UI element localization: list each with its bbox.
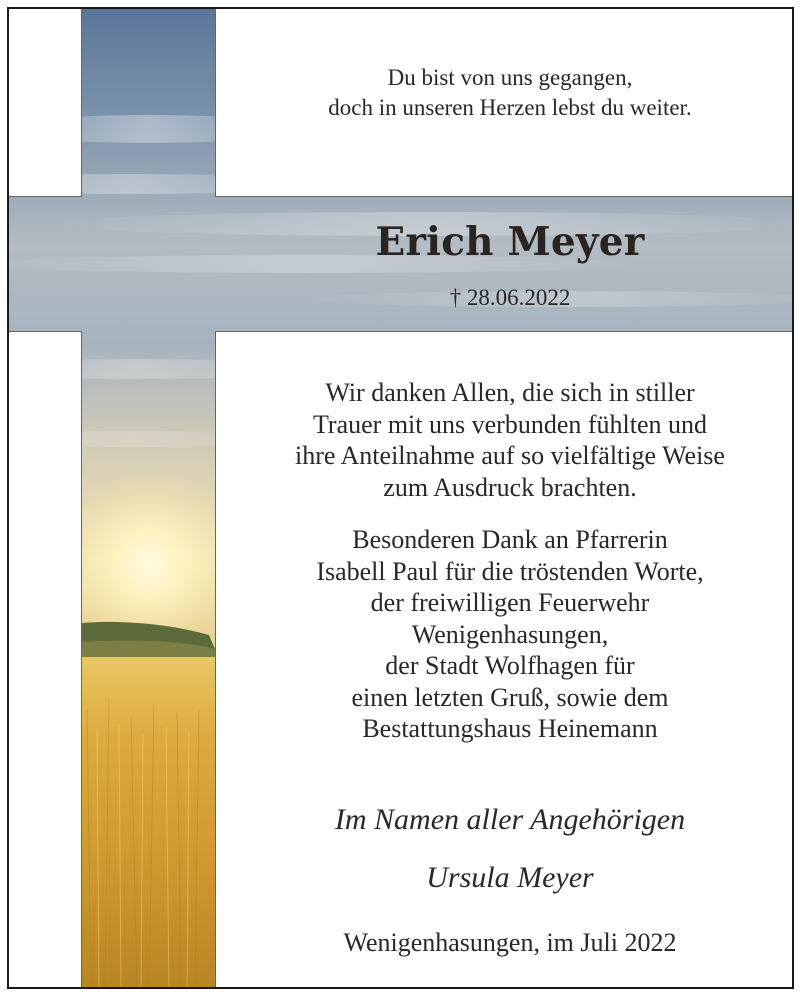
text-line: Besonderen Dank an Pfarrerin <box>352 525 668 554</box>
text-line: Trauer mit uns verbunden fühlten und <box>312 409 708 439</box>
memorial-quote <box>225 63 794 123</box>
signer-name: Ursula Meyer <box>426 861 594 894</box>
quote-line: Du bist von uns gegangen, <box>387 65 633 90</box>
text-line: der freiwilligen Feuerwehr <box>370 588 650 617</box>
special-thanks-paragraph <box>225 524 794 745</box>
place-and-date: Wenigenhasungen, im Juli 2022 <box>343 928 677 957</box>
text-line: Wir danken Allen, die sich in stiller <box>325 378 695 407</box>
text-line: der Stadt Wolfhagen für <box>385 651 635 680</box>
text-line: Bestattungshaus Heinemann <box>362 714 658 743</box>
text-line: einen letzten Gruß, sowie dem <box>351 682 669 712</box>
deceased-name: Erich Meyer <box>375 219 645 265</box>
panel-top-left <box>7 7 82 197</box>
text-line: ihre Anteilnahme auf so vielfältige Weise <box>295 441 725 470</box>
text-line: Isabell Paul für die tröstenden Worte, <box>316 556 704 586</box>
on-behalf-line: Im Namen aller Angehörigen <box>334 803 686 836</box>
panel-bottom-left <box>7 331 82 989</box>
quote-line: doch in unseren Herzen lebst du weiter. <box>328 95 692 120</box>
text-line: zum Ausdruck brachten. <box>383 472 637 502</box>
thanks-paragraph <box>225 377 794 503</box>
obituary-card <box>7 7 794 989</box>
death-date: † 28.06.2022 <box>449 285 571 310</box>
text-line: Wenigenhasungen, <box>411 619 609 649</box>
